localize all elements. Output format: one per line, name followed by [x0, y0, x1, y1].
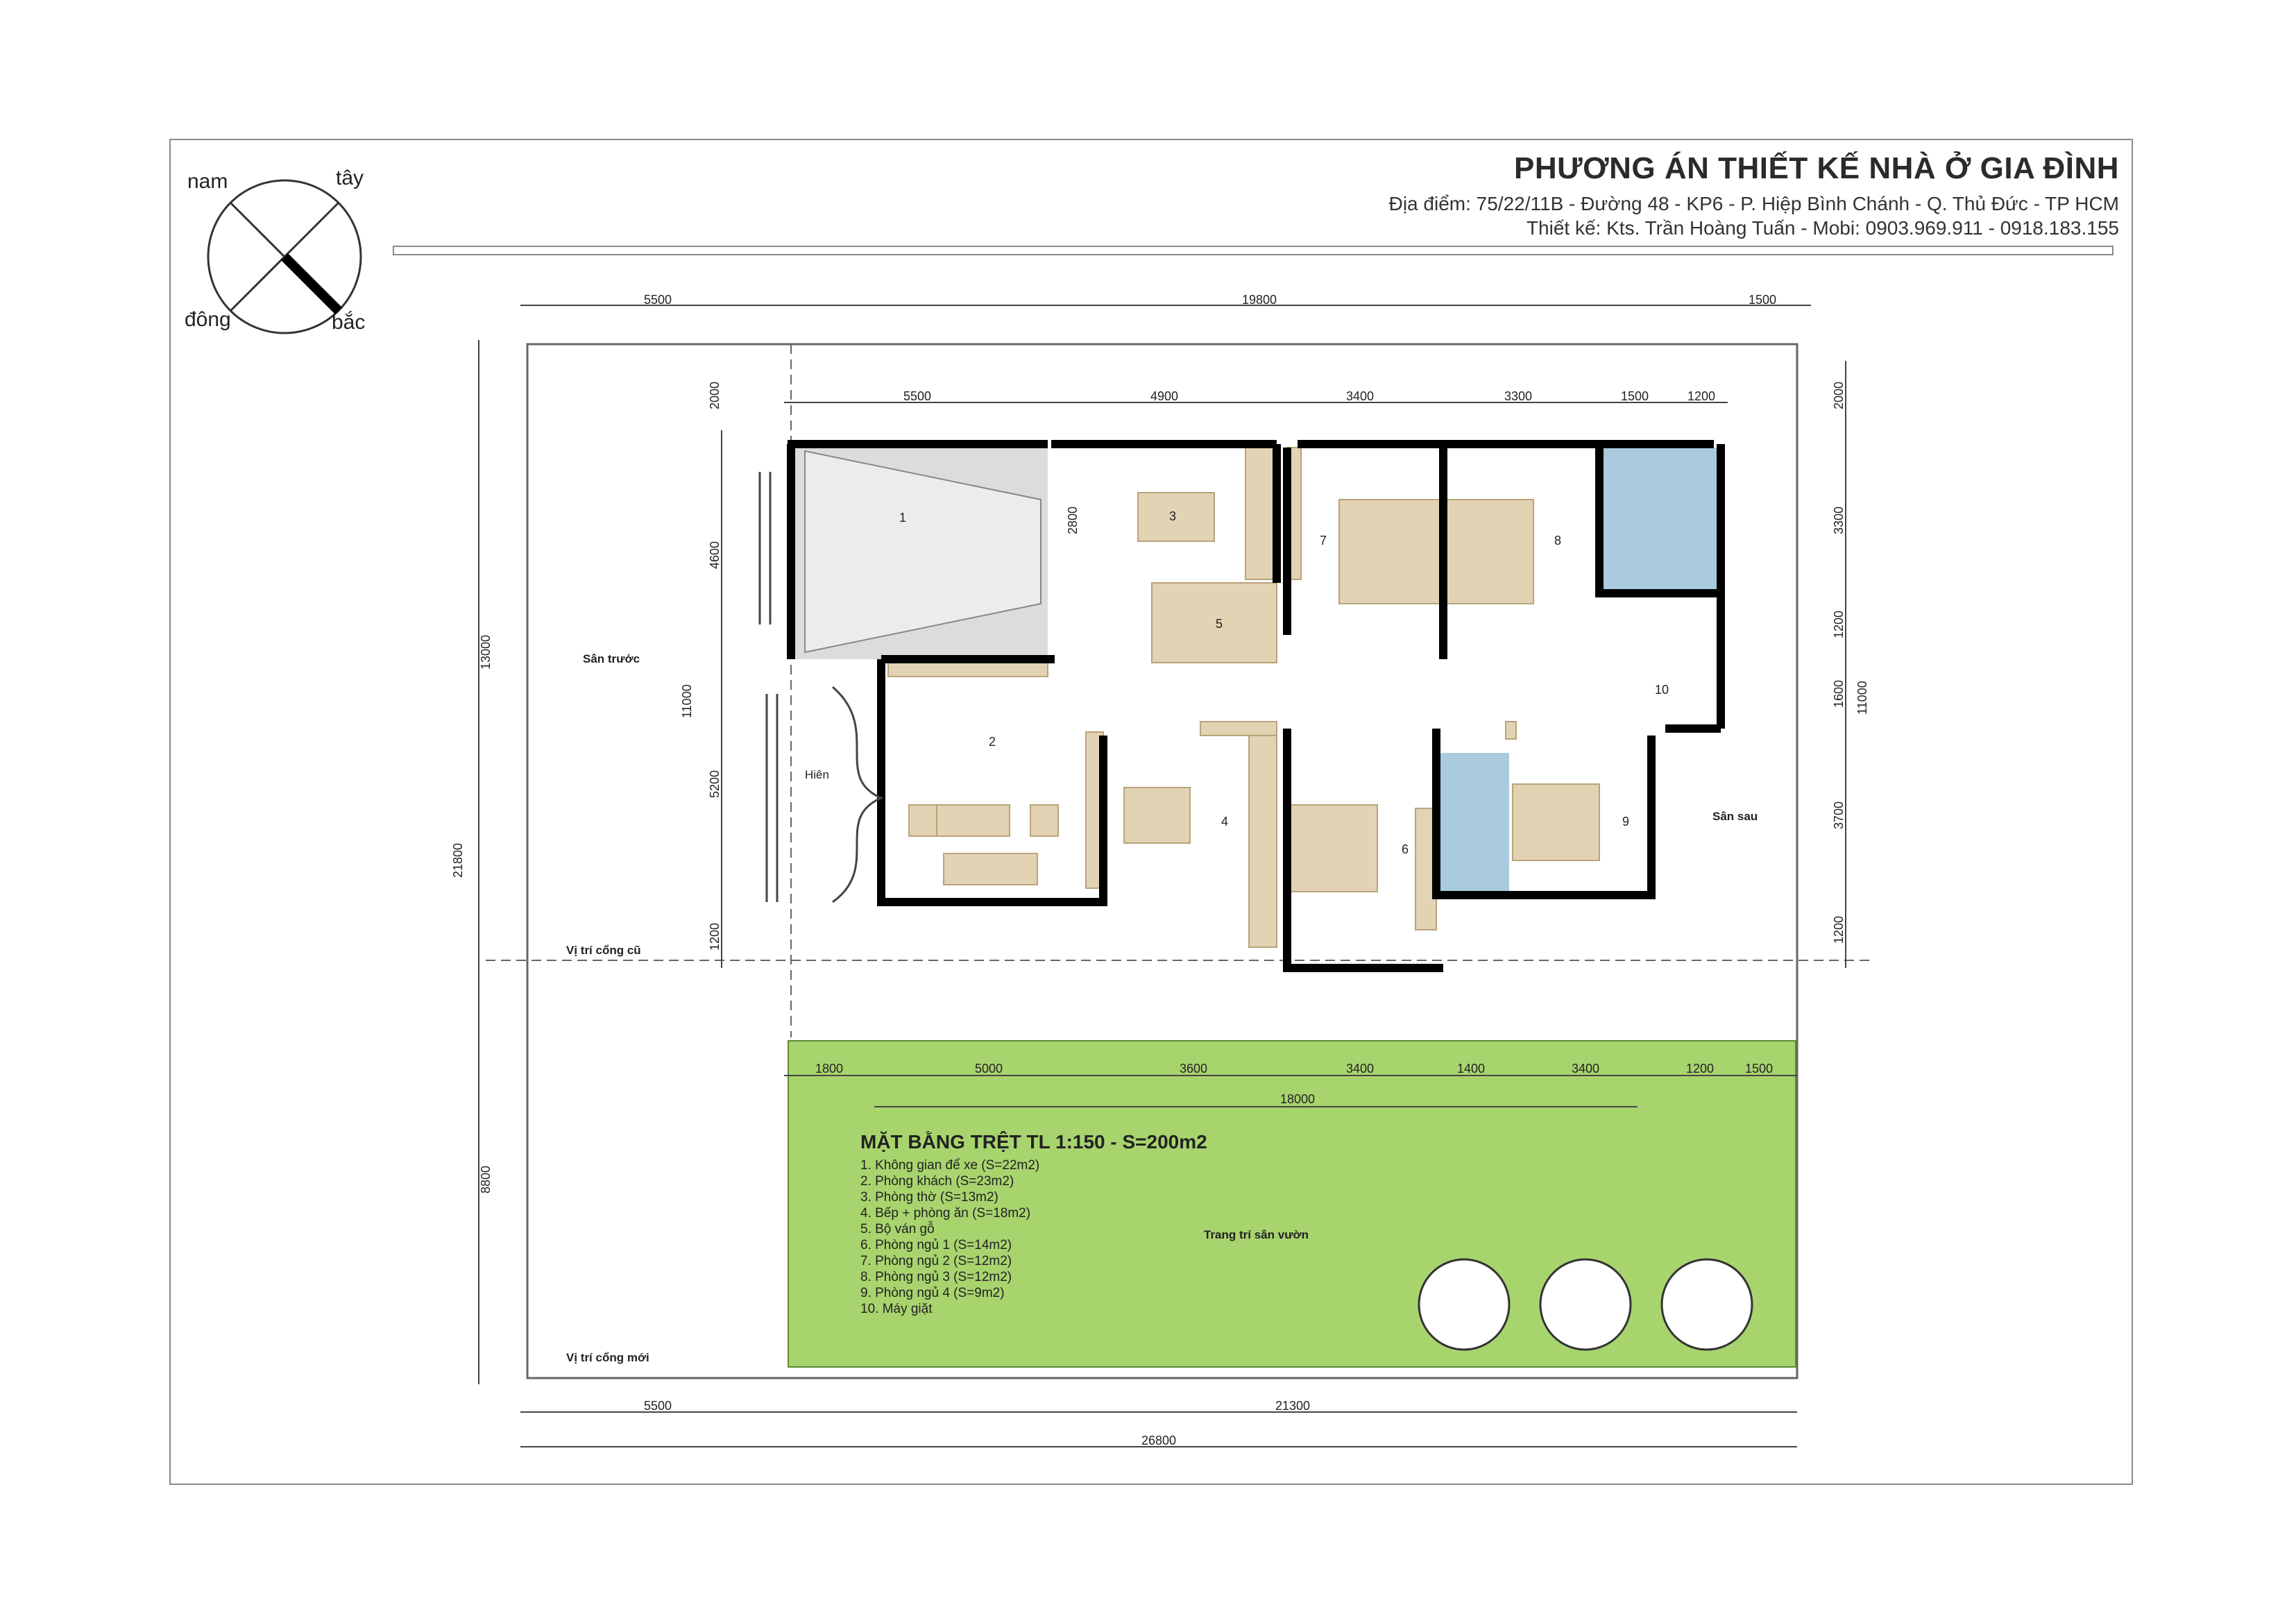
dim-garden-5: 1400 — [1457, 1062, 1486, 1076]
room-label-6: 6 — [1402, 842, 1409, 856]
dim-garden-8: 1500 — [1745, 1062, 1774, 1076]
bed-room-8 — [1440, 500, 1533, 604]
dim-top-inner-5: 1500 — [1621, 389, 1649, 403]
wc-tiles-2 — [1440, 753, 1509, 892]
room-label-1: 1 — [899, 511, 907, 525]
plank-bed — [1152, 583, 1277, 663]
bed-room-9 — [1513, 784, 1599, 860]
dim-left-inner-3: 11000 — [680, 684, 694, 718]
legend-item: 4. Bếp + phòng ăn (S=18m2) — [860, 1206, 1031, 1221]
label-old-gate: Vị trí cổng cũ — [566, 944, 641, 957]
room-label-10: 10 — [1655, 683, 1669, 697]
dim-left-outer-3: 8800 — [479, 1165, 493, 1193]
dim-garden-4: 3400 — [1346, 1062, 1375, 1076]
legend-item: 3. Phòng thờ (S=13m2) — [860, 1190, 998, 1205]
dim-left-outer-1: 13000 — [479, 634, 493, 670]
dim-garden-7: 1200 — [1686, 1062, 1715, 1076]
dim-top-inner-3: 3400 — [1346, 389, 1375, 403]
site-address: Địa điểm: 75/22/11B - Đường 48 - KP6 - P. Hiệp Bình Chánh - Q. Thủ Đức - TP HCM — [1388, 193, 2119, 214]
dim-garden-6: 3400 — [1572, 1062, 1600, 1076]
dim-top-inner-1: 5500 — [903, 389, 932, 403]
tree-icons — [1419, 1259, 1752, 1350]
legend-item: 9. Phòng ngủ 4 (S=9m2) — [860, 1286, 1005, 1300]
dim-room3-height: 2800 — [1066, 506, 1080, 534]
dim-garden-2: 5000 — [975, 1062, 1003, 1076]
room-label-4: 4 — [1221, 815, 1229, 829]
compass-north-label: bắc — [332, 311, 366, 334]
dim-right-1: 2000 — [1832, 381, 1846, 409]
nightstand-9 — [1506, 722, 1516, 739]
label-new-gate: Vị trí cổng mới — [566, 1351, 649, 1364]
armchair-left — [909, 805, 937, 836]
label-front-yard: Sân trước — [583, 652, 640, 665]
tree-icon — [1540, 1259, 1631, 1350]
dim-garden-1: 1800 — [815, 1062, 844, 1076]
legend-item: 8. Phòng ngủ 3 (S=12m2) — [860, 1270, 1012, 1284]
dim-top-outer-2: 19800 — [1242, 293, 1277, 307]
room-label-2: 2 — [989, 735, 996, 749]
dim-top-outer-3: 1500 — [1749, 293, 1777, 307]
dim-right-2: 3300 — [1832, 506, 1846, 534]
designer-info: Thiết kế: Kts. Trần Hoàng Tuấn - Mobi: 0903.969.911 - 0918.183.155 — [1526, 217, 2119, 239]
legend-item: 10. Máy giặt — [860, 1302, 933, 1316]
tv-console — [888, 663, 1048, 677]
room-legend — [860, 1131, 1207, 1317]
compass-south-label: nam — [187, 170, 228, 193]
tree-icon — [1662, 1259, 1752, 1350]
altar-cabinet — [1245, 448, 1277, 579]
dim-left-inner-4: 5200 — [708, 770, 722, 798]
legend-item: 6. Phòng ngủ 1 (S=14m2) — [860, 1238, 1012, 1252]
dim-right-3: 1200 — [1832, 610, 1846, 638]
dim-garden-total: 18000 — [1280, 1092, 1316, 1106]
room-label-3: 3 — [1169, 509, 1177, 523]
tree-icon — [1419, 1259, 1509, 1350]
dim-right-4: 1600 — [1832, 679, 1846, 708]
label-porch: Hiên — [805, 768, 829, 781]
dim-left-outer-2: 21800 — [451, 842, 465, 878]
legend-item: 5. Bộ ván gỗ — [860, 1222, 935, 1237]
room-label-8: 8 — [1554, 534, 1562, 547]
dim-left-inner-1: 2000 — [708, 381, 722, 409]
room-label-7: 7 — [1320, 534, 1327, 547]
legend-item: 7. Phòng ngủ 2 (S=12m2) — [860, 1254, 1012, 1268]
dim-bottom-2: 21300 — [1275, 1399, 1311, 1413]
legend-item: 2. Phòng khách (S=23m2) — [860, 1174, 1014, 1189]
coffee-table — [937, 805, 1010, 836]
label-garden-decor: Trang trí sân vườn — [1204, 1228, 1309, 1241]
dim-left-inner-5: 1200 — [708, 922, 722, 951]
dim-bottom-total: 26800 — [1141, 1434, 1177, 1447]
room-label-5: 5 — [1216, 617, 1223, 631]
dining-table — [1124, 788, 1190, 843]
dim-right-total: 11000 — [1855, 681, 1869, 715]
bed-room-6 — [1287, 805, 1377, 892]
legend-title: MẶT BẰNG TRỆT TL 1:150 - S=200m2 — [860, 1131, 1207, 1153]
dim-top-inner-4: 3300 — [1504, 389, 1533, 403]
legend-item: 1. Không gian để xe (S=22m2) — [860, 1158, 1040, 1173]
label-back-yard: Sân sau — [1712, 810, 1758, 823]
sofa — [944, 853, 1037, 885]
kitchen-shelf — [1200, 722, 1277, 736]
dim-right-5: 3700 — [1832, 801, 1846, 829]
dim-right-6: 1200 — [1832, 915, 1846, 944]
dim-top-inner-6: 1200 — [1687, 389, 1716, 403]
room-label-9: 9 — [1622, 815, 1630, 829]
dim-left-inner-2: 4600 — [708, 541, 722, 569]
compass-west-label: tây — [336, 167, 364, 189]
kitchen-counter — [1249, 732, 1277, 947]
drawing-title: PHƯƠNG ÁN THIẾT KẾ NHÀ Ở GIA ĐÌNH — [1513, 151, 2119, 185]
dim-garden-3: 3600 — [1180, 1062, 1208, 1076]
dim-top-inner-2: 4900 — [1150, 389, 1179, 403]
compass-east-label: đông — [185, 308, 231, 331]
armchair-right — [1030, 805, 1058, 836]
dim-top-outer-1: 5500 — [644, 293, 672, 307]
wc-tiles-1 — [1599, 448, 1721, 593]
dim-bottom-1: 5500 — [644, 1399, 672, 1413]
